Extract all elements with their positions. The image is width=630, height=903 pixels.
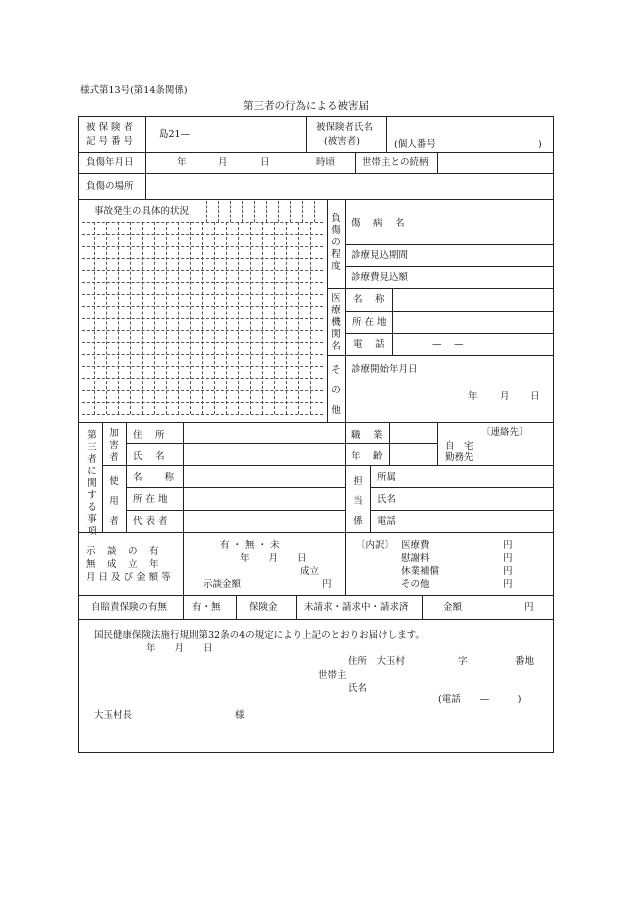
disease-name-label: 傷 病 名 [351, 218, 405, 229]
grid-line-v [274, 222, 275, 414]
injury-degree-side-label: 負傷の程度 [331, 213, 341, 272]
breakdown-label: 〔内訳〕 [356, 540, 395, 551]
grid-line-v [218, 201, 219, 222]
grid-line-v [142, 222, 143, 414]
breakdown-item-other: その他 [401, 579, 430, 590]
victim-label: (被害者) [324, 136, 360, 147]
applicant-aza: 字 [458, 656, 468, 667]
injury-time: 時頃 [316, 157, 336, 168]
insurance-kind: 保険金 [249, 602, 278, 613]
grid-line-v [278, 201, 279, 222]
breakdown-yen-2: 円 [503, 553, 513, 564]
perp-name-label: 氏 名 [133, 451, 165, 462]
medical-institution-side-label: 医療機関名 [331, 293, 341, 352]
applicant-address: 住所 大玉村 [348, 656, 406, 667]
occupation-label: 職 業 [351, 430, 383, 441]
recipient-label: 大玉村長 [94, 710, 133, 721]
grid-line-v [314, 201, 315, 222]
applicant-phone: (電話 — ) [438, 694, 522, 705]
grid-line-v [242, 201, 243, 222]
page-title: 第三者の行為による被害届 [243, 100, 369, 112]
injury-year: 年 [177, 157, 187, 168]
perpetrator-label: 加害者 [109, 428, 119, 463]
recipient-honorific: 様 [235, 710, 245, 721]
grid-line-v [166, 222, 167, 414]
symbol-number-value[interactable]: 島21— [159, 129, 191, 140]
injury-month: 月 [218, 157, 228, 168]
age-label: 年 齢 [351, 451, 383, 462]
grid-line-v [190, 222, 191, 414]
grid-line-v [230, 201, 231, 222]
perp-address-label: 住 所 [133, 430, 165, 441]
third-party-side-label: 第三者に関する事 [87, 430, 97, 525]
medical-phone-label: 電 話 [353, 339, 385, 350]
settlement-amount-yen: 円 [322, 579, 332, 590]
applicant-banchi: 番地 [515, 656, 535, 667]
breakdown-item-leave: 休業補償 [401, 566, 440, 577]
contact-label: 〔連絡先〕 [481, 427, 529, 438]
breakdown-item-medical: 医療費 [401, 540, 430, 551]
insurance-yen: 円 [524, 602, 534, 613]
breakdown-item-consolation: 慰謝料 [401, 553, 430, 564]
contact-home-label: 自 宅 [445, 441, 474, 452]
injury-date-label: 負傷年月日 [86, 157, 134, 168]
settlement-amount-label: 示談金額 [203, 579, 242, 590]
grid-line-v [118, 222, 119, 414]
person-name-label: 氏名 [377, 494, 397, 505]
grid-line-h [82, 414, 323, 415]
insurance-status[interactable]: 未請求・請求中・請求済 [304, 602, 409, 613]
medical-address-label: 所 在 地 [352, 317, 387, 328]
grid-line-v [238, 222, 239, 414]
settlement-options[interactable]: 有 ・ 無 ・ 未 [220, 540, 280, 551]
employer-name-label: 名 称 [133, 472, 175, 483]
employer-address-label: 所 在 地 [133, 494, 168, 505]
breakdown-yen-1: 円 [503, 540, 513, 551]
contact-work-label: 勤務先 [445, 452, 474, 463]
form-number: 様式第13号(第14条関係) [80, 85, 188, 96]
settlement-label-2: 無 成 立 年 [86, 559, 160, 570]
injury-day: 日 [260, 157, 270, 168]
breakdown-yen-3: 円 [503, 566, 513, 577]
grid-line-v [206, 201, 207, 222]
treatment-month: 月 [500, 391, 510, 402]
grid-line-v [262, 222, 263, 414]
grid-line-v [94, 222, 95, 414]
grid-line-v [302, 201, 303, 222]
expected-cost-label: 診療費見込額 [351, 272, 409, 283]
expected-period-label: 診療見込期間 [351, 250, 409, 261]
grid-line-v [226, 222, 227, 414]
insured-label-1: 被 保 険 者 [86, 122, 134, 133]
settlement-date: 年 月 日 [240, 553, 307, 564]
insured-name-label: 被保険者氏名 [316, 122, 374, 133]
grid-line-v [250, 222, 251, 414]
grid-line-v [130, 222, 131, 414]
grid-line-v [202, 222, 203, 414]
medical-name-label: 名 称 [353, 294, 385, 305]
representative-label: 代 表 者 [133, 516, 168, 527]
declaration-text: 国民健康保険法施行規則第32条の4の規定により上記のとおりお届けします。 [94, 630, 425, 641]
person-in-charge-label: 担当係 [353, 476, 363, 527]
injury-place-label: 負傷の場所 [86, 181, 134, 192]
grid-line-v [266, 201, 267, 222]
dept-label: 所属 [377, 472, 397, 483]
grid-line-v [178, 222, 179, 414]
insurance-amount-label: 金額 [443, 602, 463, 613]
settlement-label-3: 月 日 及 び 金 額 等 [86, 572, 171, 583]
householder-label: 世帯主 [318, 670, 347, 681]
person-phone-label: 電話 [377, 516, 397, 527]
grid-line-v [106, 222, 107, 414]
treatment-start-label: 診療開始年月日 [351, 364, 418, 375]
employer-label: 使用者 [109, 476, 119, 527]
accident-label: 事故発生の具体的状況 [94, 206, 190, 217]
breakdown-yen-4: 円 [503, 579, 513, 590]
grid-line-v [214, 222, 215, 414]
applicant-name-label: 氏名 [348, 683, 368, 694]
insurance-label: 自賠責保険の有無 [91, 602, 168, 613]
other-side-label: その他 [331, 365, 341, 416]
settlement-label-1: 示 談 の 有 [86, 546, 160, 557]
insured-label-2: 記 号 番 号 [86, 136, 134, 147]
grid-line-v [290, 201, 291, 222]
declaration-date: 年 月 日 [146, 643, 213, 654]
settlement-established: 成立 [300, 566, 320, 577]
grid-line-v [286, 222, 287, 414]
grid-line-v [154, 222, 155, 414]
treatment-year: 年 [468, 391, 478, 402]
relation-label: 世帯主との続柄 [362, 157, 429, 168]
treatment-day: 日 [530, 391, 540, 402]
medical-phone-value[interactable]: — — [432, 339, 464, 350]
grid-line-v [310, 222, 311, 414]
grid-line-v [298, 222, 299, 414]
grid-line-v [254, 201, 255, 222]
insurance-options[interactable]: 有・無 [192, 602, 221, 613]
individual-number-label: (個人番号 [394, 139, 436, 150]
individual-number-close: ) [538, 139, 542, 150]
